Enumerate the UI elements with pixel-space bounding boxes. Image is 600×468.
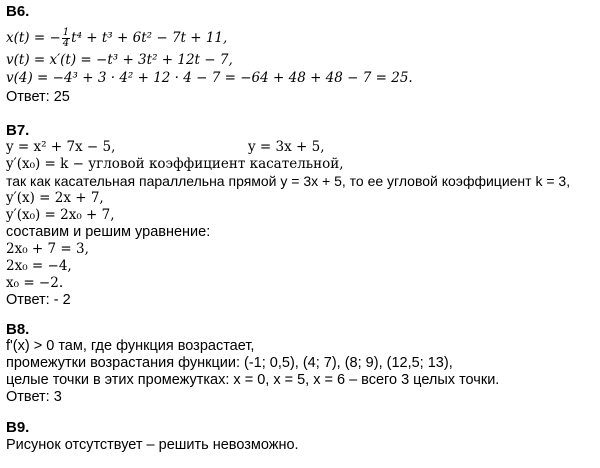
b6-line3: v(4) = −4³ + 3 · 4² + 12 · 4 − 7 = −64 + 48 + 48 − 7 = 25. <box>6 70 413 86</box>
b7-header: B7. <box>6 122 30 139</box>
b6-line2: v(t) = x′(t) = −t³ + 3t² + 12t − 7, <box>6 52 233 68</box>
b8-answer: Ответ: 3 <box>6 389 62 405</box>
b6-fraction-den: 4 <box>62 38 70 49</box>
b8-header: B8. <box>6 321 30 338</box>
b6-header: B6. <box>6 3 30 20</box>
b6-line1-lhs: x(t) = − <box>6 30 61 46</box>
b7-line1b: y = 3x + 5, <box>248 139 325 155</box>
b7-line4: y′(x) = 2x + 7, <box>6 190 104 206</box>
b7-line9: x₀ = −2. <box>6 275 64 291</box>
b9-header: B9. <box>6 419 30 436</box>
b9-line1: Рисунок отсутствует – решить невозможно. <box>6 437 299 453</box>
b7-line1a: y = x² + 7x − 5, <box>6 139 116 155</box>
b6-fraction-num: 1 <box>62 27 70 38</box>
b7-line8: 2x₀ = −4, <box>6 258 72 274</box>
b7-line7: 2x₀ + 7 = 3, <box>6 241 89 257</box>
b7-line6: составим и решим уравнение: <box>6 224 211 240</box>
b6-fraction <box>62 28 70 49</box>
b6-line1-rhs: t⁴ + t³ + 6t² − 7t + 11, <box>71 30 228 46</box>
b8-line1: f'(x) > 0 там, где функция возрастает, <box>6 338 255 354</box>
b7-line2: y′(x₀) = k − угловой коэффициент касательной, <box>6 156 344 172</box>
b8-line2: промежутки возрастания функции: (-1; 0,5), (4; 7), (8; 9), (12,5; 13), <box>6 355 453 371</box>
b7-answer: Ответ: - 2 <box>6 292 71 308</box>
b8-line3: целые точки в этих промежутках: x = 0, x = 5, x = 6 – всего 3 целых точки. <box>6 372 500 388</box>
b6-line1 <box>6 28 227 49</box>
b6-answer: Ответ: 25 <box>6 89 70 105</box>
b7-line5: y′(x₀) = 2x₀ + 7, <box>6 207 115 223</box>
b7-line3: так как касательная параллельна прямой y = 3x + 5, то ее угловой коэффициент k = 3, <box>6 173 571 189</box>
